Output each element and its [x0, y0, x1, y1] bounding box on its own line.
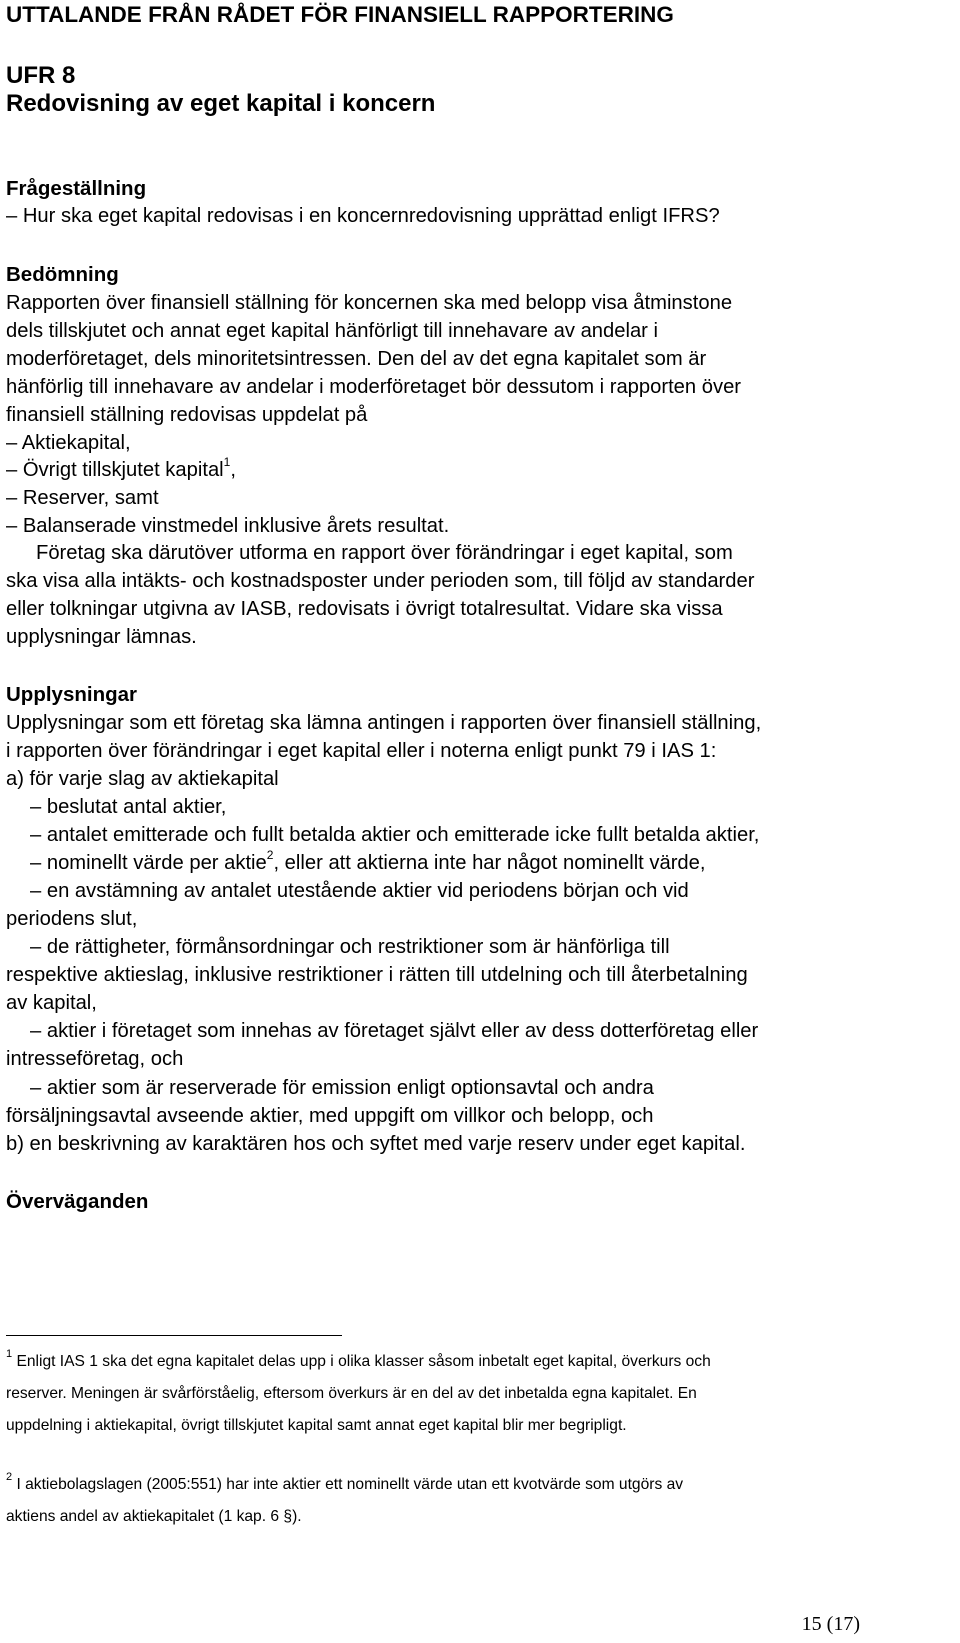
- footnote-line: aktiens andel av aktiekapitalet (1 kap. 6 §).: [6, 1508, 302, 1525]
- ufr-title: Redovisning av eget kapital i koncern: [6, 90, 436, 117]
- list-item-continuation: periodens slut,: [6, 908, 138, 930]
- footnote-text: Enligt IAS 1 ska det egna kapitalet delas upp i olika klasser såsom inbetalt eget kapital, överkurs och: [16, 1353, 711, 1370]
- paragraph-line: Företag ska därutöver utforma en rapport över förändringar i eget kapital, som: [36, 542, 733, 564]
- section-heading-upplysningar: Upplysningar: [6, 683, 137, 706]
- paragraph-line: Upplysningar som ett företag ska lämna antingen i rapporten över finansiell ställning,: [6, 712, 762, 734]
- paragraph-line: upplysningar lämnas.: [6, 626, 197, 648]
- list-item-beslutat: – beslutat antal aktier,: [30, 796, 227, 818]
- section-heading-bedomning: Bedömning: [6, 263, 119, 286]
- paragraph-line: eller tolkningar utgivna av IASB, redovisats i övrigt totalresultat. Vidare ska vissa: [6, 598, 723, 620]
- list-item-ovrigt: [6, 457, 236, 483]
- list-item-text: – Övrigt tillskjutet kapital: [6, 459, 224, 481]
- list-item-rattigheter: – de rättigheter, förmånsordningar och restriktioner som är hänförliga till: [30, 936, 670, 958]
- footnote-line: reserver. Meningen är svårförståelig, eftersom överkurs är en del av det inbetalda egna kapitalet. En: [6, 1385, 697, 1402]
- list-item-tail: ,: [230, 459, 236, 481]
- list-item-reserver: – Reserver, samt: [6, 487, 159, 509]
- list-item-nominellt: [30, 850, 706, 876]
- list-item-egna-aktier: – aktier i företaget som innehas av företaget självt eller av dess dotterföretag eller: [30, 1020, 759, 1042]
- footnote-ref: 1: [223, 455, 231, 470]
- sub-list-b: b) en beskrivning av karaktären hos och syftet med varje reserv under eget kapital.: [6, 1133, 746, 1155]
- footnote-separator: [6, 1335, 342, 1336]
- list-item-continuation: av kapital,: [6, 992, 97, 1014]
- section-heading-fragestallning: Frågeställning: [6, 177, 147, 200]
- paragraph-line: hänförlig till innehavare av andelar i moderföretaget bör dessutom i rapporten över: [6, 376, 742, 398]
- list-item-antalet: – antalet emitterade och fullt betalda aktier och emitterade icke fullt betalda aktier,: [30, 824, 760, 846]
- paragraph-line: dels tillskjutet och annat eget kapital hänförligt till innehavare av andelar i: [6, 320, 659, 342]
- list-item-continuation: intresseföretag, och: [6, 1048, 184, 1070]
- paragraph-line: i rapporten över förändringar i eget kapital eller i noterna enligt punkt 79 i IAS 1:: [6, 740, 717, 762]
- paragraph-line: Rapporten över finansiell ställning för koncernen ska med belopp visa åtminstone: [6, 292, 733, 314]
- document-title: UTTALANDE FRÅN RÅDET FÖR FINANSIELL RAPPORTERING: [6, 2, 674, 27]
- question-text: – Hur ska eget kapital redovisas i en koncernredovisning upprättad enligt IFRS?: [6, 205, 720, 227]
- list-item-avstamning: – en avstämning av antalet utestående aktier vid periodens början och vid: [30, 880, 689, 902]
- list-item-continuation: försäljningsavtal avseende aktier, med uppgift om villkor och belopp, och: [6, 1105, 654, 1127]
- footnote-mark: 1: [6, 1347, 13, 1360]
- footnote-2: [6, 1470, 684, 1495]
- footnote-line: uppdelning i aktiekapital, övrigt tillskjutet kapital samt annat eget kapital blir mer begripligt.: [6, 1417, 627, 1434]
- paragraph-line: moderföretaget, dels minoritetsintressen. Den del av det egna kapitalet som är: [6, 348, 707, 370]
- ufr-number: UFR 8: [6, 62, 76, 89]
- paragraph-line: finansiell ställning redovisas uppdelat på: [6, 404, 368, 426]
- sub-list-a: a) för varje slag av aktiekapital: [6, 768, 279, 790]
- paragraph-line: ska visa alla intäkts- och kostnadsposter under perioden som, till följd av standarder: [6, 570, 755, 592]
- footnote-1: [6, 1347, 711, 1372]
- list-item-reserverade: – aktier som är reserverade för emission enligt optionsavtal och andra: [30, 1077, 654, 1099]
- footnote-mark: 2: [6, 1470, 13, 1483]
- list-item-balanserade: – Balanserade vinstmedel inklusive årets resultat.: [6, 515, 450, 537]
- footnote-ref: 2: [266, 848, 274, 863]
- list-item-text: – nominellt värde per aktie: [30, 852, 267, 874]
- list-item-tail: , eller att aktierna inte har något nominellt värde,: [273, 852, 706, 874]
- list-item-continuation: respektive aktieslag, inklusive restriktioner i rätten till utdelning och till återbetalning: [6, 964, 748, 986]
- list-item-aktiekapital: – Aktiekapital,: [6, 432, 131, 454]
- page-number: 15 (17): [801, 1613, 860, 1635]
- section-heading-overvaganden: Överväganden: [6, 1190, 149, 1213]
- footnote-text: I aktiebolagslagen (2005:551) har inte aktier ett nominellt värde utan ett kvotvärde som utgörs av: [16, 1476, 684, 1493]
